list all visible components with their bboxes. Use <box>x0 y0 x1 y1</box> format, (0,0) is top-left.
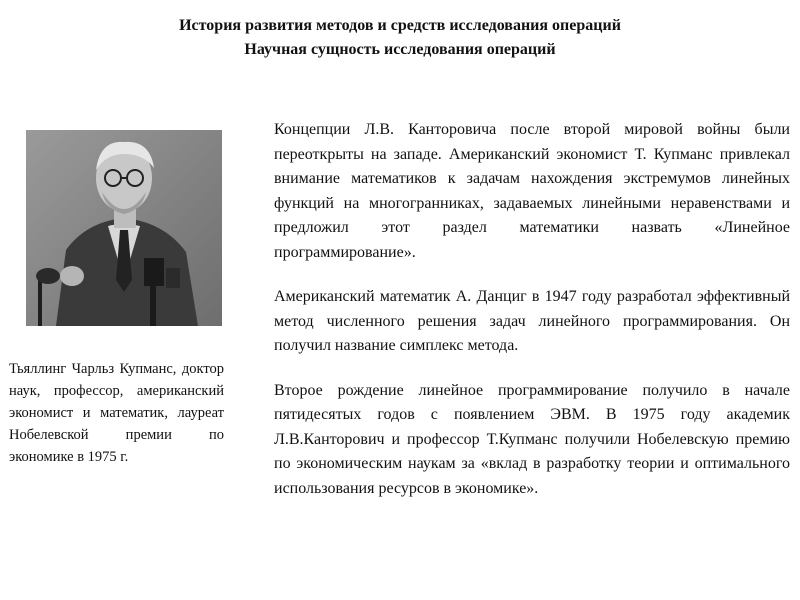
photo-caption: Тьяллинг Чарльз Купманс, доктор наук, профессор, американский экономист и математик, лауреат Нобелевской премии по экономике в 1975 г. <box>9 361 224 465</box>
paragraph-kantorovich-koopmans: Концепции Л.В. Канторовича после второй мировой войны были переоткрыты на западе. Американский экономист Т. Купманс привлекал внимание математиков к задачам нахождения экстремумов линейных функций на многогранниках, задаваемых линейными неравенствами и предложил этот раздел математики назвать «Линейное программирование». <box>274 121 790 261</box>
koopmans-portrait-photo <box>26 130 222 326</box>
paragraph-dantzig-simplex: Американский математик А. Данциг в 1947 году разработал эффективный метод численного решения задач линейного программирования. Он получил название симплекс метода. <box>274 288 790 354</box>
paragraph-nobel-prize: Второе рождение линейное программирование получило в начале пятидесятых годов с появлением ЭВМ. В 1975 году академик Л.В.Канторович и профессор Т.Купманс получили Нобелевскую премию по экономическим наукам за «вклад в разработку теории и оптимального использования ресурсов в экономике». <box>274 381 790 497</box>
page-title <box>0 14 800 62</box>
title-line-1: История развития методов и средств исследования операций <box>179 17 621 34</box>
main-text <box>274 118 790 521</box>
portrait-illustration <box>26 130 222 326</box>
title-line-2: Научная сущность исследования операций <box>244 41 556 58</box>
